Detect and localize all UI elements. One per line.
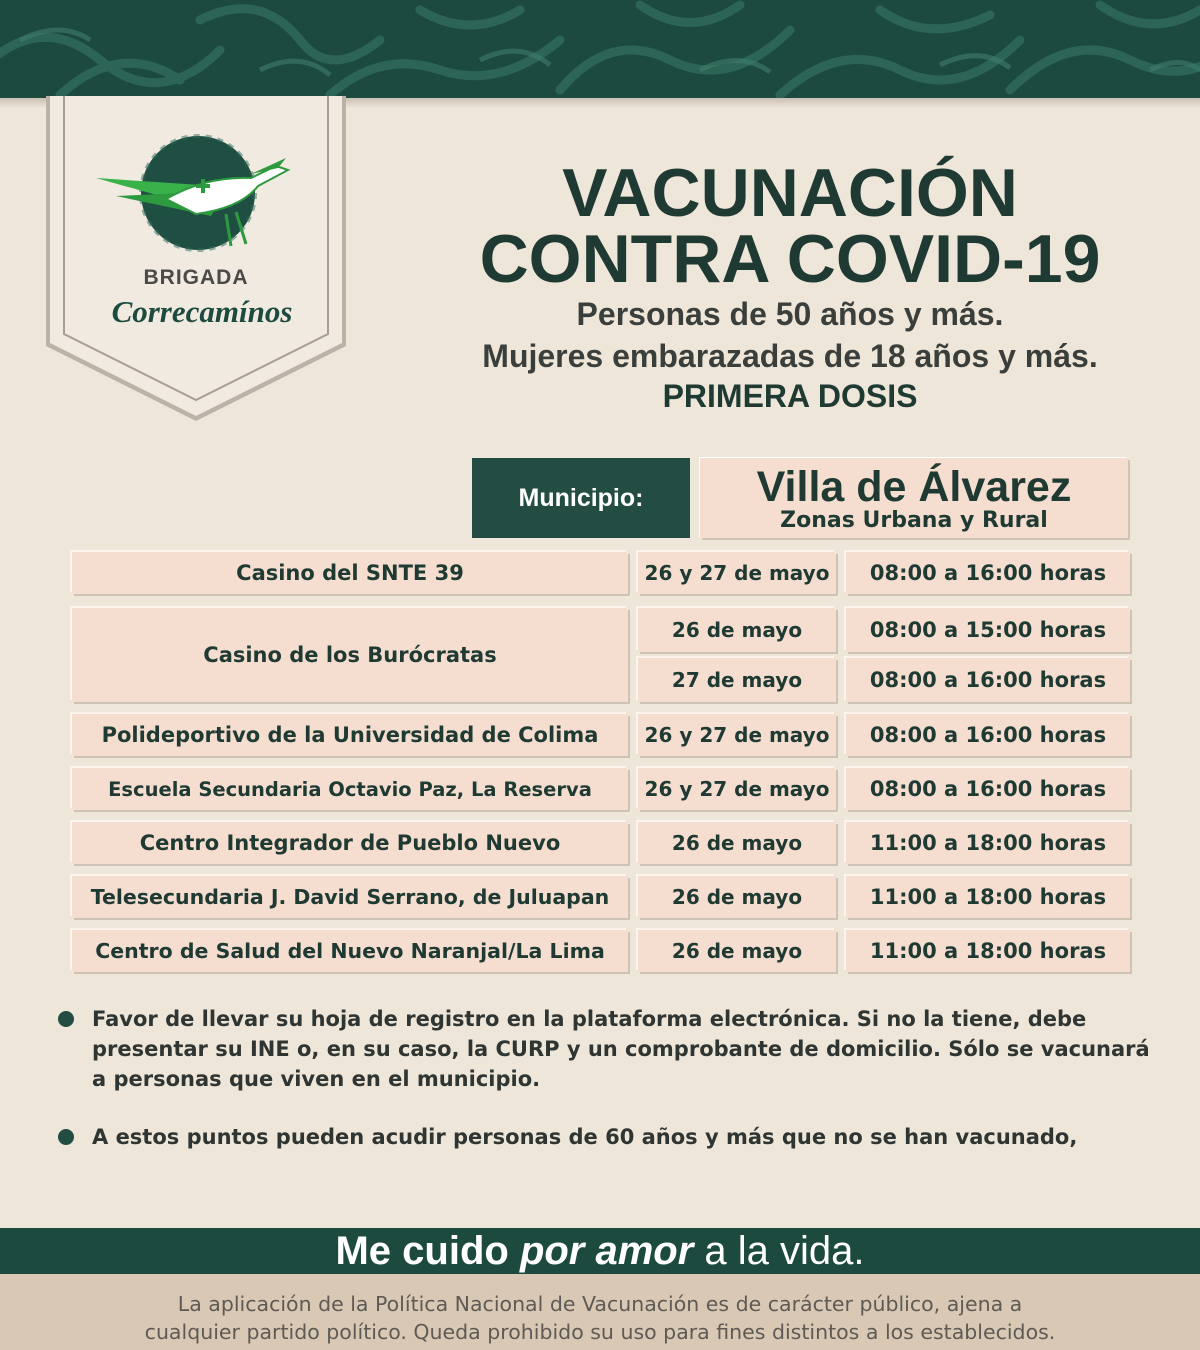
date-cell: 26 de mayo [638, 876, 836, 918]
site-cell: Casino de los Burócratas [72, 608, 628, 702]
note-registration [58, 1004, 1168, 1094]
slogan-part3: a la vida. [704, 1229, 865, 1273]
time-cell: 08:00 a 16:00 horas [846, 714, 1130, 756]
subtitle-pregnant: Mujeres embarazadas de 18 años y más. [482, 338, 1098, 374]
page-title-line1: VACUNACIÓN [562, 155, 1018, 231]
slogan-part1: Me cuido [335, 1229, 509, 1273]
footer-line1: La aplicación de la Política Nacional de Vacunación es de carácter público, ajena a [177, 1292, 1023, 1316]
date-cell: 26 de mayo [638, 822, 836, 864]
date-cell: 26 de mayo [638, 930, 836, 972]
brigada-badge [46, 96, 346, 426]
site-cell: Centro de Salud del Nuevo Naranjal/La Lima [72, 930, 628, 972]
time-cell: 08:00 a 16:00 horas [846, 768, 1130, 810]
bullet-icon [58, 1011, 74, 1027]
date-cell: 26 y 27 de mayo [638, 714, 836, 756]
time-cell: 11:00 a 18:00 horas [846, 822, 1130, 864]
municipio-value [700, 458, 1128, 538]
date-cell: 26 y 27 de mayo [638, 552, 836, 594]
slogan-part2: por amor [519, 1229, 694, 1273]
municipio-zone: Zonas Urbana y Rural [780, 508, 1048, 533]
municipio-label: Municipio: [472, 458, 690, 538]
date-cell: 27 de mayo [638, 658, 836, 702]
top-pattern-band [0, 0, 1200, 98]
subtitle-age: Personas de 50 años y más. [576, 296, 1004, 332]
page-title-line2: CONTRA COVID-19 [479, 221, 1101, 297]
subtitle-dose: PRIMERA DOSIS [662, 378, 918, 414]
time-cell: 08:00 a 15:00 horas [846, 608, 1130, 652]
site-cell: Polideportivo de la Universidad de Colima [72, 714, 628, 756]
date-cell: 26 de mayo [638, 608, 836, 652]
legal-footer [0, 1274, 1200, 1350]
note-text: Favor de llevar su hoja de registro en la plataforma electrónica. Si no la tiene, debe presentar su INE o, en su caso, la CURP y un comprobante de domicilio. Sólo se vacunará a personas que viven en el municipio. [92, 1007, 1150, 1091]
badge-correcaminos-text: Correcamínos [111, 294, 293, 329]
site-cell: Casino del SNTE 39 [72, 552, 628, 594]
bullet-icon [58, 1129, 74, 1145]
time-cell: 11:00 a 18:00 horas [846, 930, 1130, 972]
time-cell: 11:00 a 18:00 horas [846, 876, 1130, 918]
date-cell: 26 y 27 de mayo [638, 768, 836, 810]
footer-line2: cualquier partido político. Queda prohibido su uso para fines distintos a los establecidos. [144, 1320, 1056, 1344]
slogan-bar [0, 1228, 1200, 1274]
badge-brigada-text: BRIGADA [143, 266, 249, 289]
time-cell: 08:00 a 16:00 horas [846, 658, 1130, 702]
time-cell: 08:00 a 16:00 horas [846, 552, 1130, 594]
note-age-60 [58, 1122, 1168, 1152]
site-cell: Escuela Secundaria Octavio Paz, La Reserva [72, 768, 628, 810]
greca-pattern-icon [0, 0, 1200, 98]
site-cell: Centro Integrador de Pueblo Nuevo [72, 822, 628, 864]
site-cell: Telesecundaria J. David Serrano, de Juluapan [72, 876, 628, 918]
note-text: A estos puntos pueden acudir personas de 60 años y más que no se han vacunado, [92, 1125, 1078, 1149]
municipio-name: Villa de Álvarez [756, 463, 1072, 511]
